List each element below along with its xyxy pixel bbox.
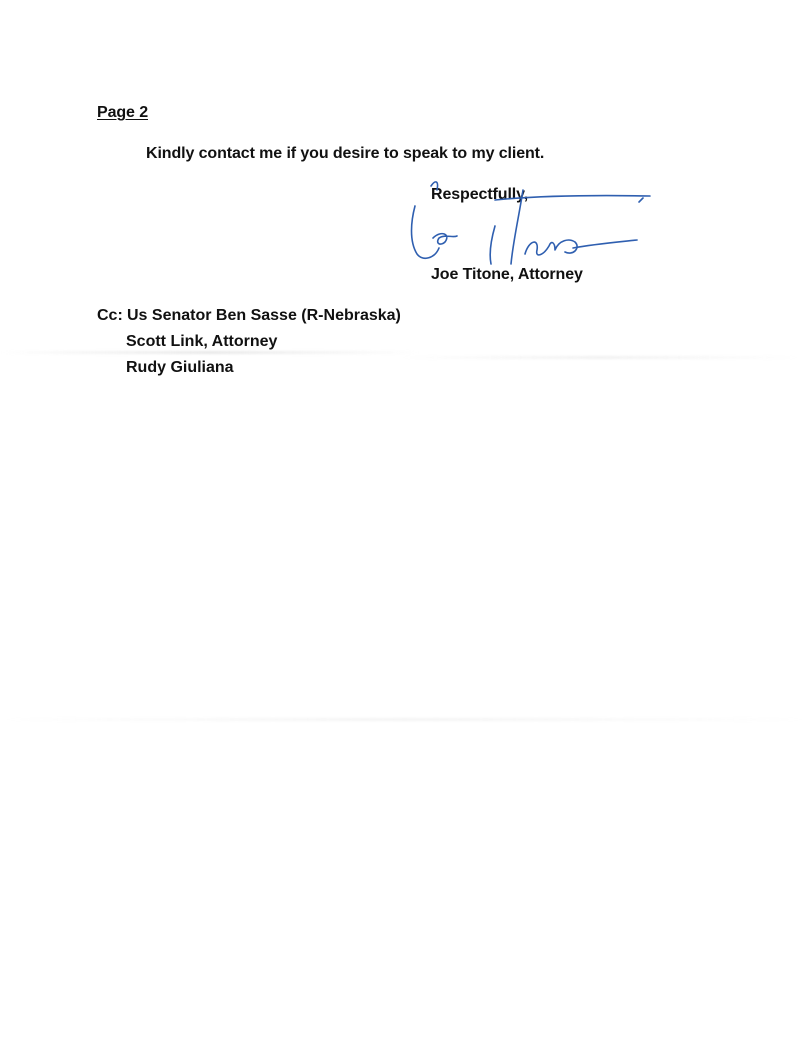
- scan-artifact: [0, 718, 809, 721]
- cc-row: [97, 329, 401, 355]
- cc-recipient: Us Senator Ben Sasse (R-Nebraska): [127, 307, 401, 324]
- handwritten-signature: [405, 176, 655, 271]
- cc-list: [97, 303, 401, 381]
- cc-row: [97, 303, 401, 329]
- scan-artifact: [400, 356, 800, 359]
- cc-row: [97, 355, 401, 381]
- page-number-heading: Page 2: [97, 104, 148, 121]
- cc-recipient: Scott Link, Attorney: [126, 333, 278, 350]
- signer-name: Joe Titone, Attorney: [431, 266, 583, 283]
- cc-recipient: Rudy Giuliana: [126, 359, 234, 376]
- body-paragraph: Kindly contact me if you desire to speak to my client.: [146, 145, 545, 162]
- closing-salutation: Respectfully,: [431, 186, 529, 203]
- cc-label: Cc:: [97, 307, 123, 324]
